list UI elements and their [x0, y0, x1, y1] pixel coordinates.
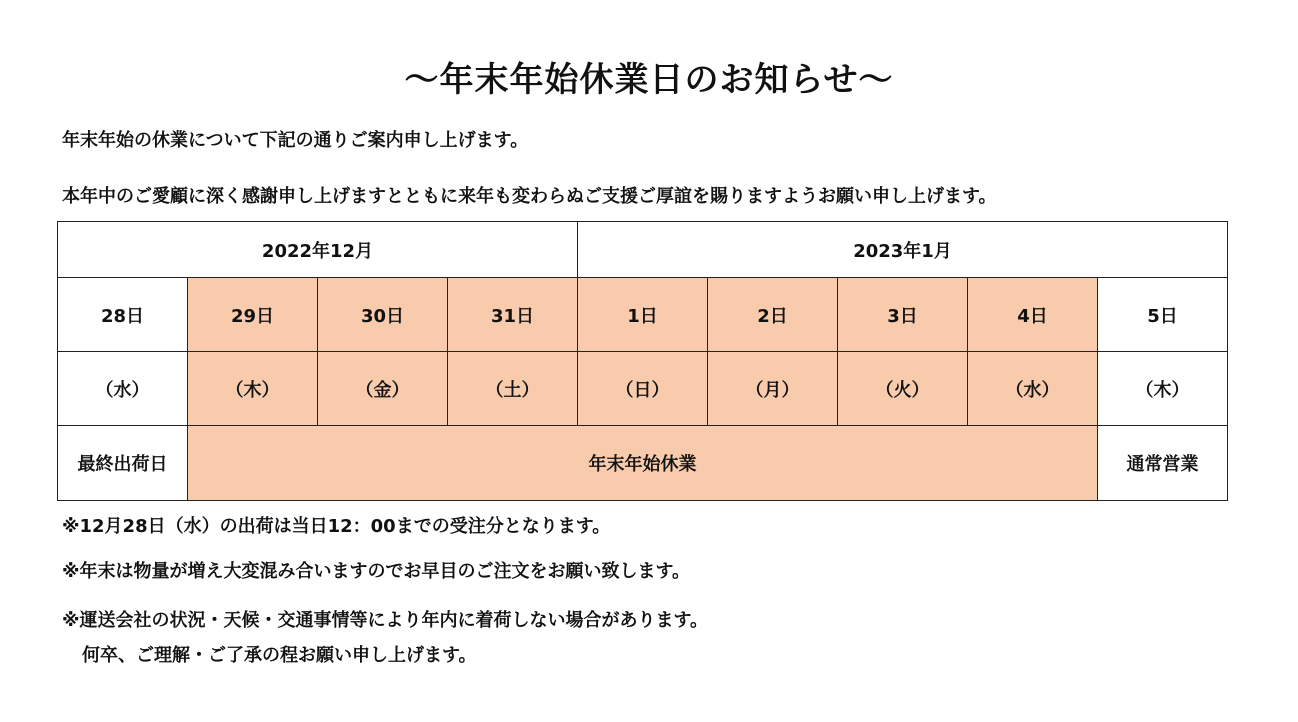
weekday-row	[58, 352, 1228, 426]
holiday-closure-cell: 年末年始休業	[188, 426, 1098, 501]
month-header-jan-2023: 2023年1月	[578, 222, 1228, 278]
note-early-order: ※年末は物量が増え大変混み合いますのでお早目のご注文をお願い致します。	[62, 561, 691, 582]
normal-business-cell: 通常営業	[1098, 426, 1228, 501]
date-cell: 29日	[188, 278, 318, 352]
date-cell: 28日	[58, 278, 188, 352]
intro-text-1: 年末年始の休業について下記の通りご案内申し上げます。	[62, 130, 529, 151]
weekday-cell: （木）	[1098, 352, 1228, 426]
date-row	[58, 278, 1228, 352]
weekday-cell: （水）	[968, 352, 1098, 426]
status-row	[58, 426, 1228, 501]
date-cell: 1日	[578, 278, 708, 352]
date-cell: 4日	[968, 278, 1098, 352]
date-cell: 30日	[318, 278, 448, 352]
date-cell: 2日	[708, 278, 838, 352]
weekday-cell: （月）	[708, 352, 838, 426]
note-apology: 何卒、ご理解・ご了承の程お願い申し上げます。	[82, 645, 477, 666]
date-cell: 5日	[1098, 278, 1228, 352]
weekday-cell: （火）	[838, 352, 968, 426]
last-shipping-day-cell: 最終出荷日	[58, 426, 188, 501]
date-cell: 3日	[838, 278, 968, 352]
date-cell: 31日	[448, 278, 578, 352]
note-shipping-deadline: ※12月28日（水）の出荷は当日12：00までの受注分となります。	[62, 516, 611, 537]
weekday-cell: （日）	[578, 352, 708, 426]
month-row	[58, 222, 1228, 278]
weekday-cell: （土）	[448, 352, 578, 426]
intro-text-2: 本年中のご愛顧に深く感謝申し上げますとともに来年も変わらぬご支援ご厚誼を賜りますようお願い申し上げます。	[62, 186, 997, 207]
holiday-calendar-table	[57, 221, 1228, 501]
weekday-cell: （木）	[188, 352, 318, 426]
page-title: ～年末年始休業日のお知らせ～	[404, 60, 894, 100]
note-delivery-delay: ※運送会社の状況・天候・交通事情等により年内に着荷しない場合があります。	[62, 610, 709, 631]
weekday-cell: （金）	[318, 352, 448, 426]
weekday-cell: （水）	[58, 352, 188, 426]
month-header-dec-2022: 2022年12月	[58, 222, 578, 278]
